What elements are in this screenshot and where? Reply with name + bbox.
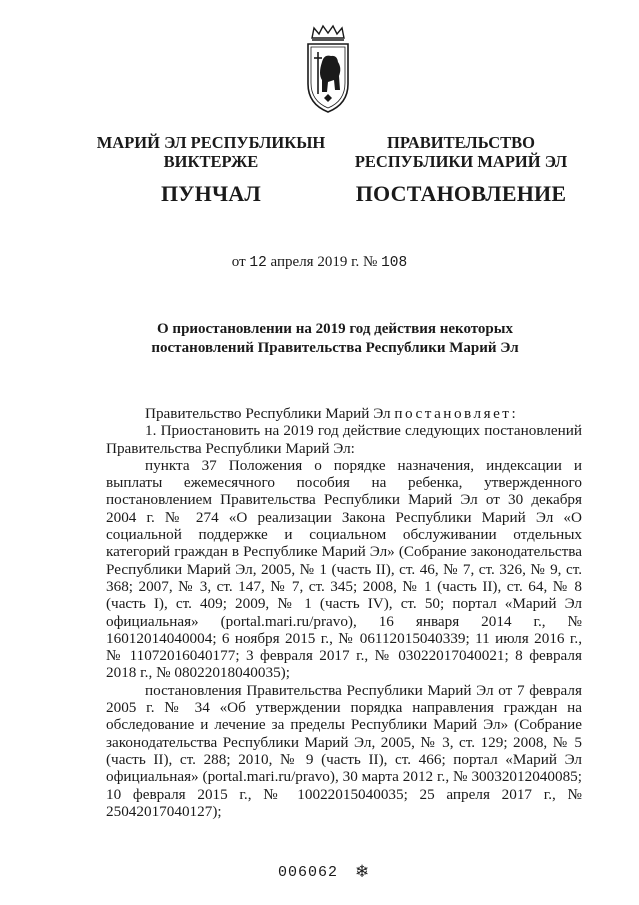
header-right-block — [346, 133, 576, 206]
header-left-doc-type: ПУНЧАЛ — [161, 181, 261, 206]
body-paragraph-2: постановления Правительства Республики Марий Эл от 7 февраля 2005 г. № 34 «Об утверждении порядка направления граждан на обследование и лечение за пределы Республики Марий Эл» (Собрание законодательства Республики Марий Эл, 2005, № 3, ст. 129; 2008, № 5 (часть II), ст. 288; 2010, № 9 (часть II), ст. 466; портал «Марий Эл официальная» (portal.mari.ru/pravo), 30 марта 2012 г., № 30032012040085; 10 февраля 2015 г., № 10022015040035; 25 апреля 2017 г., № 25042017040127); — [106, 681, 582, 820]
header-right-doc-type: ПОСТАНОВЛЕНИЕ — [355, 181, 567, 206]
document-number: 108 — [381, 255, 408, 271]
intro-resolves: постановляет: — [394, 405, 519, 422]
document-title — [100, 320, 570, 358]
date-day: 12 — [249, 255, 267, 271]
header-right-line2: РЕСПУБЛИКИ МАРИЙ ЭЛ — [354, 152, 568, 171]
serial-number: 006062 — [278, 864, 339, 881]
date-month-year: апреля 2019 г. № — [270, 254, 378, 270]
intro-text: Правительство Республики Марий Эл — [145, 405, 391, 422]
coat-of-arms-icon — [300, 24, 356, 116]
snowflake-mark-icon: ❄ — [355, 862, 370, 882]
body-intro — [106, 405, 582, 422]
date-prefix: от — [231, 254, 246, 270]
header-left-line1: МАРИЙ ЭЛ РЕСПУБЛИКЫН — [96, 133, 326, 152]
header-left-block — [96, 133, 326, 206]
title-line1: О приостановлении на 2019 год действия некоторых — [157, 321, 513, 337]
title-line2: постановлений Правительства Республики Марий Эл — [151, 340, 519, 356]
header-right-line1: ПРАВИТЕЛЬСТВО — [387, 133, 535, 152]
body-paragraph-1: пункта 37 Положения о порядке назначения, индексации и выплаты ежемесячного пособия на ребенка, утвержденного постановлением Правительства Республики Марий Эл от 30 декабря 2004 г. № 274 «О реализации Закона Республики Марий Эл «О социальной поддержке и социальном обслуживании отдельных категорий граждан в Республике Марий Эл» (Собрание законодательства Республики Марий Эл, 2005, № 1 (часть II), ст. 46, № 7, ст. 326, № 9, ст. 368; 2007, № 3, ст. 147, № 7, ст. 345; 2008, № 1 (часть II), ст. 64, № 8 (часть I), ст. 409; 2009, № 1 (часть IV), ст. 50; портал «Марий Эл официальная» (portal.mari.ru/pravo), 16 января 2014 г., № 16012014040004; 6 ноября 2015 г., № 06112015040339; 11 июля 2016 г., № 11072016040177; 3 февраля 2017 г., № 03022017040021; 8 февраля 2018 г., № 08022018040035); — [106, 456, 582, 682]
document-date-line — [0, 254, 639, 271]
body-item-1: 1. Приостановить на 2019 год действие следующих постановлений Правительства Республики Марий Эл: — [106, 422, 582, 457]
document-body — [106, 405, 582, 820]
header-left-line2: ВИКТЕРЖЕ — [163, 152, 259, 171]
